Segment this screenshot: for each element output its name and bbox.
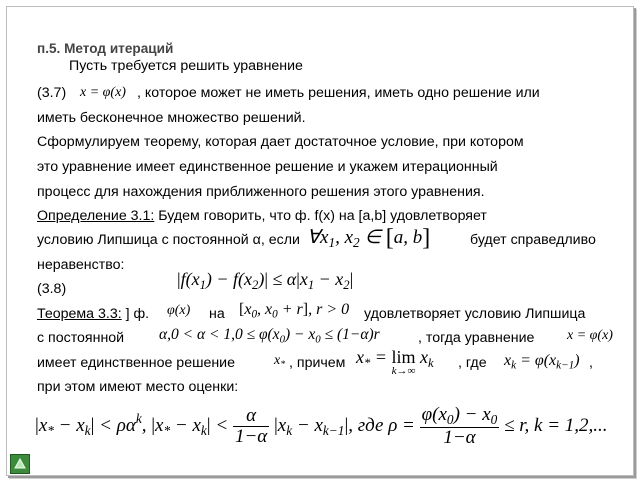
formula-equation-again: x = φ(x) bbox=[567, 328, 613, 343]
text-line-3: иметь бесконечное множество решений. bbox=[37, 110, 306, 126]
nav-up-button[interactable] bbox=[10, 454, 30, 474]
formula-phi: φ(x) bbox=[167, 303, 191, 318]
definition-label: Определение 3.1: bbox=[37, 208, 155, 224]
formula-recurrence: $x_k = \varphi(x_{k-1})$ bbox=[504, 352, 580, 372]
formula-estimates: $|x_* - x_k| < \rho\alpha^k$, $|x_* - x_k|$ < $\frac{\alpha}{1-\alpha}$ $|x_k - x_{k-1}|$, где ρ = $\frac{\varphi(x_0) - x_0}{1-\alpha}$ ≤ r, k = 1,2,... bbox=[35, 404, 608, 448]
formula-limit: $x_* = \lim$ k→∞ $x_k$ bbox=[356, 347, 434, 377]
equation-number-3-8: (3.8) bbox=[37, 281, 67, 297]
section-heading: п.5. Метод итераций bbox=[37, 41, 174, 56]
text-line-8: условию Липшица с постоянной α, если bbox=[37, 232, 300, 248]
formula-forall: $\forall x_1$, $x_2$ ∈ [a, b] bbox=[307, 225, 431, 251]
text-line-12: с постоянной bbox=[37, 330, 125, 346]
text-gde: , где bbox=[458, 355, 487, 371]
text-line-2: , которое может не иметь решения, иметь одно решение или bbox=[137, 85, 540, 101]
definition-text: Будем говорить, что ф. f(x) на [a,b] удовлетворяет bbox=[154, 208, 487, 224]
text-na: на bbox=[209, 306, 225, 322]
text-line-1: Пусть требуется решить уравнение bbox=[69, 58, 303, 74]
theorem-text: ] ф. bbox=[121, 306, 150, 322]
slide bbox=[6, 6, 634, 476]
text-line-8b: будет справедливо bbox=[470, 232, 596, 248]
theorem-line bbox=[37, 307, 149, 321]
formula-lipschitz: $|f(x_1) - f(x_2)| \le \alpha|x_1 - x_2|$ bbox=[177, 269, 354, 292]
text-line-9: неравенство: bbox=[37, 257, 125, 273]
formula-xstar: $x_*$ bbox=[274, 353, 286, 370]
up-arrow-icon bbox=[13, 457, 27, 471]
text-line-11d: удовлетворяет условию Липшица bbox=[364, 306, 586, 322]
text-prichem: , причем bbox=[289, 355, 346, 371]
text-line-12b: , тогда уравнение bbox=[418, 330, 535, 346]
formula-alpha-condition: $\alpha,0 < \alpha < 1,0 \le \varphi(x_0) - x_0 \le (1-\alpha)r$ bbox=[159, 326, 380, 346]
definition-line bbox=[37, 209, 487, 223]
text-line-14: при этом имеют место оценки: bbox=[37, 379, 239, 395]
formula-interval: [$x_0$, $x_0 + r$], r > 0 bbox=[239, 301, 350, 321]
equation-number-3-7: (3.7) bbox=[37, 85, 67, 101]
formula-x-eq-phi-x: x = φ(x) bbox=[80, 85, 126, 100]
text-comma: , bbox=[589, 355, 593, 371]
theorem-label: Теорема 3.3: bbox=[37, 306, 122, 322]
text-line-4: Сформулируем теорему, которая дает достаточное условие, при котором bbox=[37, 134, 524, 150]
text-line-5: это уравнение имеет единственное решение и укажем итерационный bbox=[37, 159, 498, 175]
text-line-13: имеет единственное решение bbox=[37, 355, 236, 371]
text-line-6: процесс для нахождения приближенного решения этого уравнения. bbox=[37, 184, 485, 200]
